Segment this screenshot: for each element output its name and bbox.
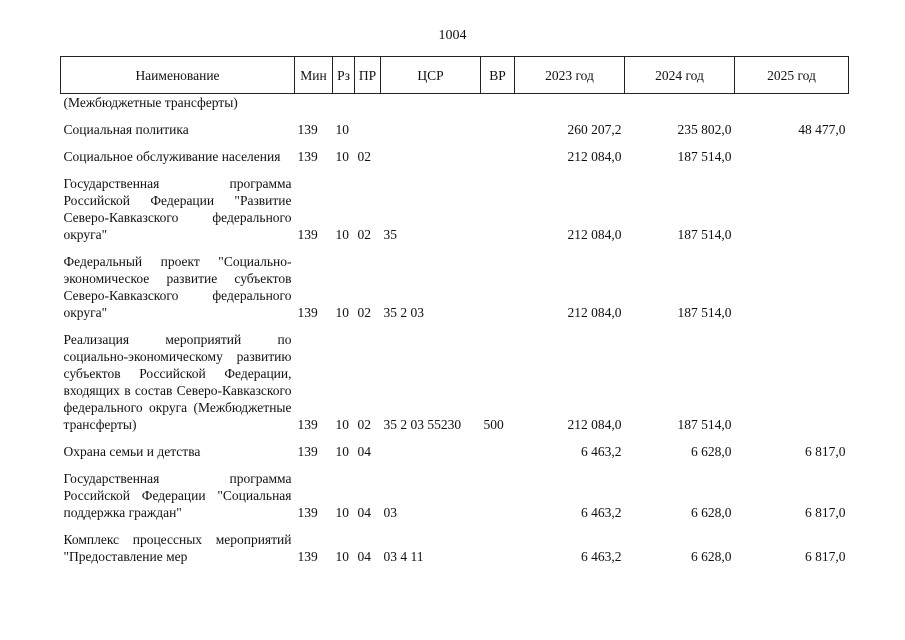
header-2024: 2024 год	[625, 57, 735, 94]
budget-table	[60, 56, 849, 565]
header-rz: Рз	[333, 57, 355, 94]
row-2024: 187 514,0	[677, 227, 732, 242]
row-2024: 6 628,0	[691, 505, 732, 520]
row-name: Охрана семьи и детства	[63, 444, 201, 459]
row-2024: 6 628,0	[691, 549, 732, 564]
row-2025: 6 817,0	[805, 444, 846, 459]
row-rz: 10	[335, 549, 349, 564]
row-pr: 04	[357, 444, 371, 459]
row-csr: 35 2 03	[383, 305, 424, 320]
row-vr	[481, 148, 515, 165]
row-pr: 02	[357, 227, 371, 242]
row-rz: 10	[335, 444, 349, 459]
table-row	[61, 148, 849, 165]
row-vr	[481, 94, 515, 112]
header-min: Мин	[295, 57, 333, 94]
row-2023: 260 207,2	[567, 122, 622, 137]
row-2024: 187 514,0	[677, 149, 732, 164]
row-csr	[381, 121, 481, 138]
row-2025: 6 817,0	[805, 549, 846, 564]
row-rz: 10	[335, 149, 349, 164]
header-2025: 2025 год	[735, 57, 849, 94]
row-2023: 6 463,2	[581, 505, 622, 520]
row-min: 139	[297, 444, 318, 459]
row-csr	[381, 148, 481, 165]
row-pr: 02	[357, 149, 371, 164]
row-2024	[625, 94, 735, 112]
row-2024: 6 628,0	[691, 444, 732, 459]
row-min: 139	[297, 305, 318, 320]
row-min: 139	[297, 505, 318, 520]
row-rz: 10	[335, 122, 349, 137]
row-pr: 04	[357, 505, 371, 520]
row-vr	[481, 443, 515, 460]
row-name: Государственная программа Российской Федерации "Социальная поддержка граждан"	[63, 471, 292, 520]
row-name: Федеральный проект "Социально-экономическое развитие субъектов Северо-Кавказского федерального округа"	[63, 254, 292, 320]
row-2025: 6 817,0	[805, 505, 846, 520]
table-header-row	[61, 57, 849, 94]
header-2023: 2023 год	[515, 57, 625, 94]
row-pr	[355, 94, 381, 112]
table-row	[61, 531, 849, 565]
table-row	[61, 253, 849, 321]
row-pr: 02	[357, 417, 371, 432]
row-rz: 10	[335, 417, 349, 432]
page-number: 1004	[438, 28, 467, 43]
row-rz: 10	[335, 305, 349, 320]
row-2025	[735, 175, 849, 243]
row-csr	[381, 443, 481, 460]
row-pr: 04	[357, 549, 371, 564]
row-2023: 212 084,0	[567, 305, 622, 320]
row-csr: 35 2 03 55230	[383, 417, 462, 432]
table-row	[61, 331, 849, 433]
row-min: 139	[297, 149, 318, 164]
row-vr	[481, 531, 515, 565]
row-min: 139	[297, 549, 318, 564]
row-csr: 03 4 11	[383, 549, 424, 564]
header-pr: ПР	[355, 57, 381, 94]
header-csr: ЦСР	[381, 57, 481, 94]
row-rz: 10	[335, 505, 349, 520]
row-2024: 235 802,0	[677, 122, 732, 137]
row-2023	[515, 94, 625, 112]
row-2023: 212 084,0	[567, 227, 622, 242]
row-name: Комплекс процессных мероприятий "Предоставление мер	[63, 532, 292, 564]
header-vr: ВР	[481, 57, 515, 94]
row-min: 139	[297, 122, 318, 137]
row-vr	[481, 121, 515, 138]
row-vr	[481, 175, 515, 243]
header-name: Наименование	[61, 57, 295, 94]
row-2023: 212 084,0	[567, 417, 622, 432]
row-pr: 02	[357, 305, 371, 320]
table-row	[61, 443, 849, 460]
row-2023: 6 463,2	[581, 549, 622, 564]
row-2023: 212 084,0	[567, 149, 622, 164]
table-row	[61, 94, 849, 112]
row-name: Государственная программа Российской Федерации "Развитие Северо-Кавказского федерального округа"	[63, 176, 292, 242]
row-pr	[355, 121, 381, 138]
row-2025	[735, 253, 849, 321]
row-2023: 6 463,2	[581, 444, 622, 459]
row-vr	[481, 253, 515, 321]
row-name: Социальное обслуживание населения	[63, 149, 281, 164]
row-vr	[481, 470, 515, 521]
row-2025: 48 477,0	[798, 122, 846, 137]
row-min: 139	[297, 417, 318, 432]
row-rz: 10	[335, 227, 349, 242]
row-2024: 187 514,0	[677, 417, 732, 432]
row-vr: 500	[483, 417, 504, 432]
row-name: Социальная политика	[63, 122, 189, 137]
row-2024: 187 514,0	[677, 305, 732, 320]
row-min: 139	[297, 227, 318, 242]
row-2025	[735, 331, 849, 433]
row-2025	[735, 148, 849, 165]
row-csr	[381, 94, 481, 112]
row-csr: 03	[383, 505, 397, 520]
table-row	[61, 470, 849, 521]
row-name: Реализация мероприятий по социально-экономическому развитию субъектов Российской Федерации, входящих в состав Северо-Кавказского федерального округа (Межбюджетные трансферты)	[63, 332, 292, 432]
table-row	[61, 175, 849, 243]
row-min	[295, 94, 333, 112]
row-rz	[333, 94, 355, 112]
row-name: (Межбюджетные трансферты)	[63, 95, 238, 110]
row-2025	[735, 94, 849, 112]
row-csr: 35	[383, 227, 397, 242]
table-row	[61, 121, 849, 138]
